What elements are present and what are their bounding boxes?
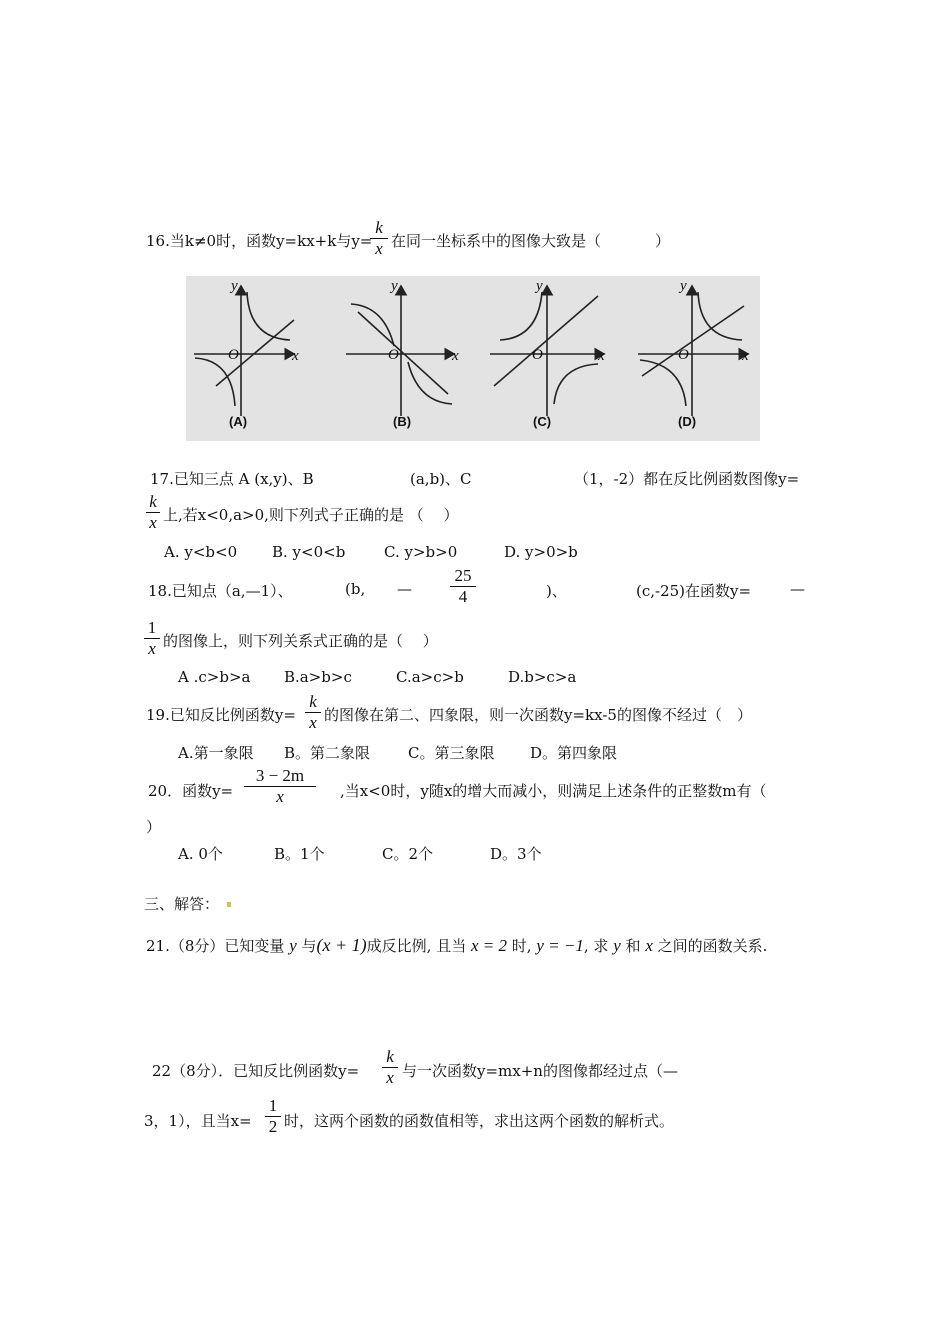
q22-fraction: $\frac{k}{x}$	[382, 1047, 398, 1088]
q18-part-b: (b,	[345, 580, 366, 598]
q19-part-a: 19.已知反比例函数y=	[146, 706, 296, 724]
q19-option-d: D。第四象限	[530, 744, 618, 762]
graph-a	[194, 286, 294, 416]
q17-condition: 上,若x<0,a>0,则下列式子正确的是 （ ）	[163, 506, 459, 524]
q18-part-a: 18.已知点（a,—1）、	[148, 582, 293, 600]
graph-a-y-label: y	[231, 278, 238, 294]
q19-option-c: C。第三象限	[408, 744, 495, 762]
graph-c-label: (C)	[533, 414, 552, 429]
q20-option-b: B。1个	[274, 845, 325, 863]
q16-figure	[186, 276, 760, 441]
q17-part-c: （1，-2）都在反比例函数图像y=	[574, 470, 800, 488]
q17-part-a: 17.已知三点 A (x,y)、B	[150, 470, 314, 488]
graph-b-y-label: y	[391, 278, 398, 294]
graph-c-y-label: y	[536, 278, 543, 294]
q19-fraction: $\frac{k}{x}$	[305, 692, 321, 733]
graph-d-label: (D)	[678, 414, 697, 429]
q18-fraction: $\frac{25}{4}$	[450, 566, 476, 607]
q19-part-b: 的图像在第二、四象限，则一次函数y=kx-5的图像不经过（ ）	[324, 706, 752, 724]
q18-option-c: C.a>c>b	[396, 668, 464, 686]
q20-part-c: ）	[146, 818, 162, 836]
graph-a-label: (A)	[229, 414, 248, 429]
q22-part-a: 22（8分）．已知反比例函数y=	[152, 1062, 360, 1080]
q17-option-d: D. y>0>b	[504, 543, 578, 561]
graph-b	[346, 286, 454, 416]
q18-condition: 的图像上，则下列关系式正确的是（ ）	[163, 632, 438, 650]
q18-dash: —	[397, 580, 412, 598]
q17-option-a: A. y<b<0	[164, 543, 238, 561]
q20-option-a: A. 0个	[178, 845, 223, 863]
q16-text: 16.当k≠0时，函数y=kx+k与y=	[146, 232, 373, 250]
graph-d-origin: O	[678, 347, 689, 363]
graph-d	[638, 286, 748, 416]
q18-part-c: )、	[546, 582, 567, 600]
q21-text: 21.（8分）已知变量 y 与(x + 1)成反比例, 且当 x = 2 时, y = −1, 求 y 和 x 之间的函数关系.	[146, 935, 768, 955]
q20-part-a: 20．函数y=	[148, 782, 234, 800]
graph-d-x-label: x	[742, 348, 749, 364]
q22-part-c: 3，1），且当x=	[144, 1112, 252, 1130]
q20-fraction: $\frac{3 - 2m}{x}$	[244, 766, 316, 807]
graph-a-origin: O	[228, 347, 239, 363]
graph-c-x-label: x	[598, 348, 605, 364]
graph-b-x-label: x	[452, 348, 459, 364]
q17-part-b: (a,b)、C	[410, 470, 472, 488]
q18-dash-2: —	[790, 580, 805, 598]
q22-fraction-2: $\frac{1}{2}$	[265, 1096, 281, 1137]
q22-part-b: 与一次函数y=mx+n的图像都经过点（—	[402, 1062, 678, 1080]
graph-b-origin: O	[388, 347, 399, 363]
q18-option-a: A .c>b>a	[178, 668, 251, 686]
q22-part-e: 时，这两个函数的函数值相等，求出这两个函数的解析式。	[284, 1112, 675, 1130]
q18-part-d: (c,-25)在函数y=	[636, 582, 752, 600]
q18-fraction-2: $\frac{1}{x}$	[144, 618, 160, 659]
q19-option-a: A.第一象限	[178, 744, 254, 762]
q19-option-b: B。第二象限	[284, 744, 371, 762]
q20-option-d: D。3个	[490, 845, 542, 863]
q16-graphs-svg	[186, 276, 760, 441]
graph-a-x-label: x	[292, 348, 299, 364]
section-three-heading: 三、解答：	[144, 895, 220, 913]
q17-option-c: C. y>b>0	[384, 543, 458, 561]
graph-b-label: (B)	[393, 414, 412, 429]
q17-fraction: $\frac{k}{x}$	[146, 492, 160, 533]
scan-dot	[227, 902, 231, 907]
q16-fraction: $\frac{k}{x}$	[370, 218, 388, 259]
q20-option-c: C。2个	[382, 845, 434, 863]
graph-d-y-label: y	[680, 278, 687, 294]
q18-option-d: D.b>c>a	[508, 668, 577, 686]
q18-option-b: B.a>b>c	[284, 668, 352, 686]
graph-c-origin: O	[532, 347, 543, 363]
q16-text-2: 在同一坐标系中的图像大致是（ ）	[391, 232, 671, 250]
graph-c	[490, 286, 604, 416]
q20-part-b: ,当x<0时，y随x的增大而减小，则满足上述条件的正整数m有（	[340, 782, 767, 800]
q17-option-b: B. y<0<b	[272, 543, 346, 561]
